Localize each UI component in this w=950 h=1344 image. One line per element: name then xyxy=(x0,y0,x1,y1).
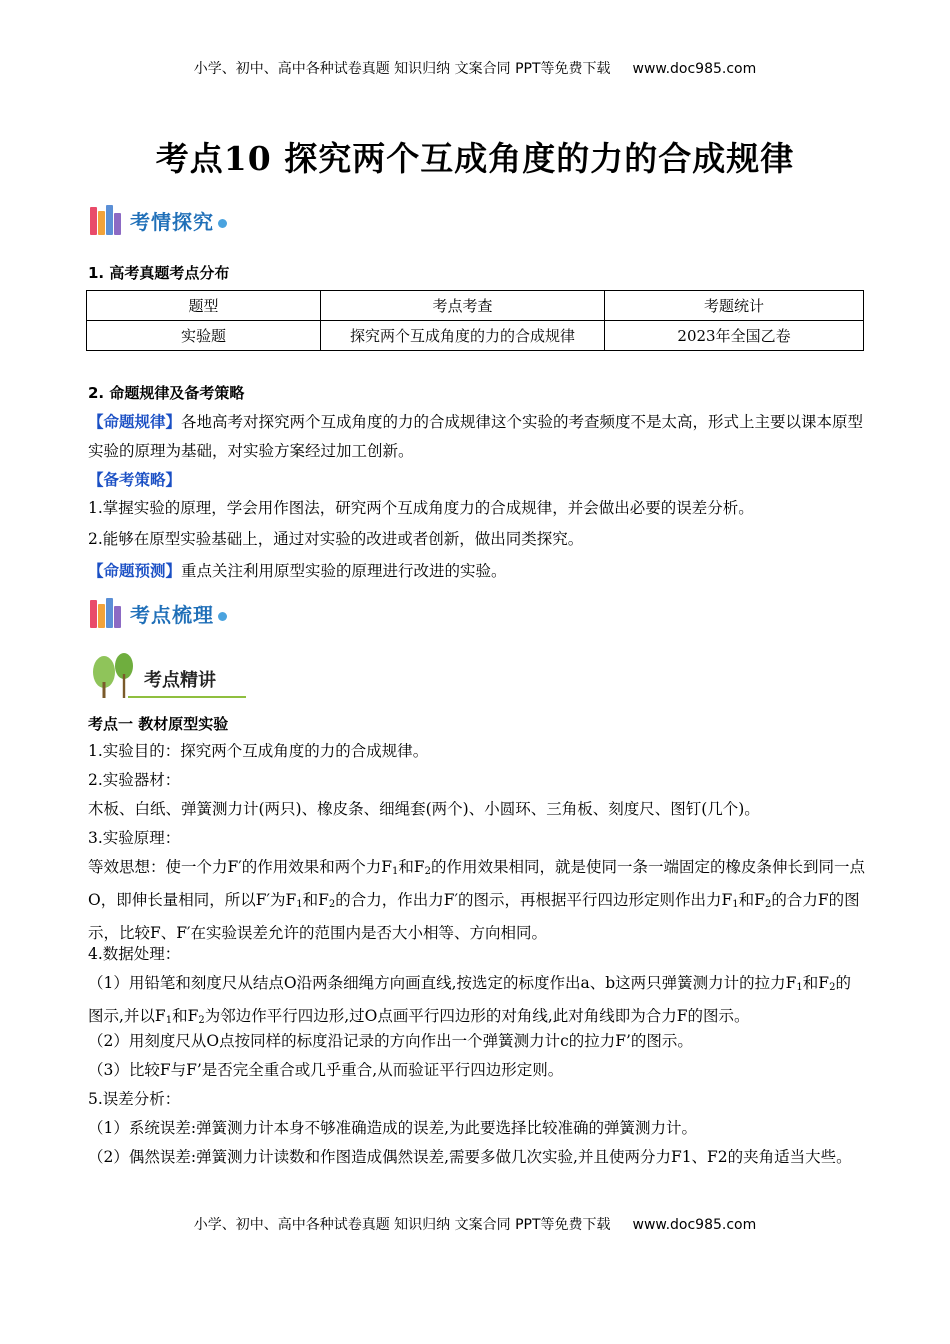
dot-icon xyxy=(218,219,227,228)
banner-kaoqing-label: 考情探究 xyxy=(130,209,214,234)
page-footer xyxy=(0,1214,950,1234)
subscript: 1 xyxy=(392,866,399,877)
footer-url[interactable]: www.doc985.com xyxy=(632,1217,757,1233)
dot-icon xyxy=(218,612,227,621)
data-title: 4.数据处理： xyxy=(88,945,181,963)
footer-text: 小学、初中、高中各种试卷真题 知识归纳 文案合同 PPT等免费下载 xyxy=(193,1217,611,1233)
table-header-row xyxy=(87,291,864,321)
text-run: 和F xyxy=(802,974,830,992)
subscript: 2 xyxy=(764,899,772,910)
banner-shuli-label: 考点梳理 xyxy=(130,602,214,627)
point1-heading: 考点一 教材原型实验 xyxy=(88,715,229,733)
purpose-line: 1.实验目的：探究两个互成角度的力的合成规律。 xyxy=(88,742,429,760)
strategy-tag-line xyxy=(88,465,866,495)
text-run: 的作用效果相同，就是使同一条一端固定的橡皮条伸长到同一点O，即伸长量相同，所以F′为F xyxy=(88,858,866,909)
table-cell: 实验题 xyxy=(87,321,321,351)
table-header-cell: 考题统计 xyxy=(605,291,864,321)
header-text: 小学、初中、高中各种试卷真题 知识归纳 文案合同 PPT等免费下载 xyxy=(193,61,611,77)
text-run: 和F xyxy=(172,1007,199,1025)
data-step-2: （2）用刻度尺从O点按同样的标度沿记录的方向作出一个弹簧测力计c的拉力F’的图示。 xyxy=(88,1032,693,1050)
subscript: 2 xyxy=(198,1015,205,1026)
table-cell: 2023年全国乙卷 xyxy=(605,321,864,351)
text-run: （1）用铅笔和刻度尺从结点O沿两条细绳方向画直线,按选定的标度作出a、b这两只弹簧测力计的拉力F xyxy=(88,974,797,992)
error-2: （2）偶然误差:弹簧测力计读数和作图造成偶然误差,需要多做几次实验,并且使两分力F1、F2的夹角适当大些。 xyxy=(88,1148,852,1166)
text-run: 的合力，作出力F′的图示，再根据平行四边形定则作出力F xyxy=(335,891,733,909)
strategy-tag: 【备考策略】 xyxy=(88,470,182,489)
page-title: 考点10 探究两个互成角度的力的合成规律 xyxy=(155,139,795,178)
text-run: 和F xyxy=(398,858,425,876)
subscript: 1 xyxy=(296,899,303,910)
error-1: （1）系统误差:弹簧测力计本身不够准确造成的误差,为此要选择比较准确的弹簧测力计。 xyxy=(88,1119,698,1137)
rule-tag: 【命题规律】 xyxy=(88,412,182,431)
rule-text: 各地高考对探究两个互成角度的力的合成规律这个实验的考查频度不是太高，形式上主要以课本原型实验的原理为基础，对实验方案经过加工创新。 xyxy=(88,413,864,460)
text-run: 的图示,并以F xyxy=(88,974,851,1025)
strategy-1: 1.掌握实验的原理，学会用作图法，研究两个互成角度力的合成规律，并会做出必要的误差分析。 xyxy=(88,499,754,517)
subscript: 1 xyxy=(796,982,803,993)
header-url[interactable]: www.doc985.com xyxy=(632,61,757,77)
table-cell: 探究两个互成角度的力的合成规律 xyxy=(321,321,605,351)
subscript: 1 xyxy=(165,1015,173,1026)
predict-text: 重点关注利用原型实验的原理进行改进的实验。 xyxy=(181,562,507,580)
exam-table xyxy=(86,290,864,351)
predict-paragraph xyxy=(88,556,866,586)
section2-heading: 2. 命题规律及备考策略 xyxy=(88,384,245,402)
text-run: 和F xyxy=(302,891,329,909)
error-title: 5.误差分析： xyxy=(88,1090,181,1108)
equipment-title: 2.实验器材： xyxy=(88,771,181,789)
principle-title: 3.实验原理： xyxy=(88,829,181,847)
subscript: 2 xyxy=(829,982,836,993)
subscript: 2 xyxy=(328,899,336,910)
banner-shuli xyxy=(90,598,227,628)
books-icon xyxy=(90,205,126,235)
predict-tag: 【命题预测】 xyxy=(88,561,182,580)
subscript: 1 xyxy=(732,899,739,910)
banner-jingjiang xyxy=(88,652,248,700)
strategy-2: 2.能够在原型实验基础上，通过对实验的改进或者创新，做出同类探究。 xyxy=(88,530,584,548)
text-run: 和F xyxy=(738,891,765,909)
banner-jingjiang-label: 考点精讲 xyxy=(144,670,216,691)
table-header-cell: 题型 xyxy=(87,291,321,321)
books-icon xyxy=(90,598,126,628)
text-run: 为邻边作平行四边形,过O点画平行四边形的对角线,此对角线即为合力F的图示。 xyxy=(204,1007,750,1025)
tree-icon xyxy=(88,652,144,700)
data-step-1 xyxy=(88,969,866,1035)
data-step-3: （3）比较F与F’是否完全重合或几乎重合,从而验证平行四边形定则。 xyxy=(88,1061,564,1079)
banner-kaoqing xyxy=(90,205,227,235)
rule-paragraph xyxy=(88,407,866,466)
text-run: 等效思想：使一个力F′的作用效果和两个力F xyxy=(88,858,393,876)
subscript: 2 xyxy=(424,866,432,877)
text-run: 的合力F的图示，比较F、F′在实验误差允许的范围内是否大小相等、方向相同。 xyxy=(88,891,860,942)
table-row xyxy=(87,321,864,351)
table-header-cell: 考点考查 xyxy=(321,291,605,321)
principle-paragraph xyxy=(88,853,866,948)
section1-heading: 1. 高考真题考点分布 xyxy=(88,264,230,282)
equipment-line: 木板、白纸、弹簧测力计(两只)、橡皮条、细绳套(两个)、小圆环、三角板、刻度尺、图钉(几个)。 xyxy=(88,800,760,818)
page-header xyxy=(0,58,950,78)
banner-underline xyxy=(128,696,246,698)
